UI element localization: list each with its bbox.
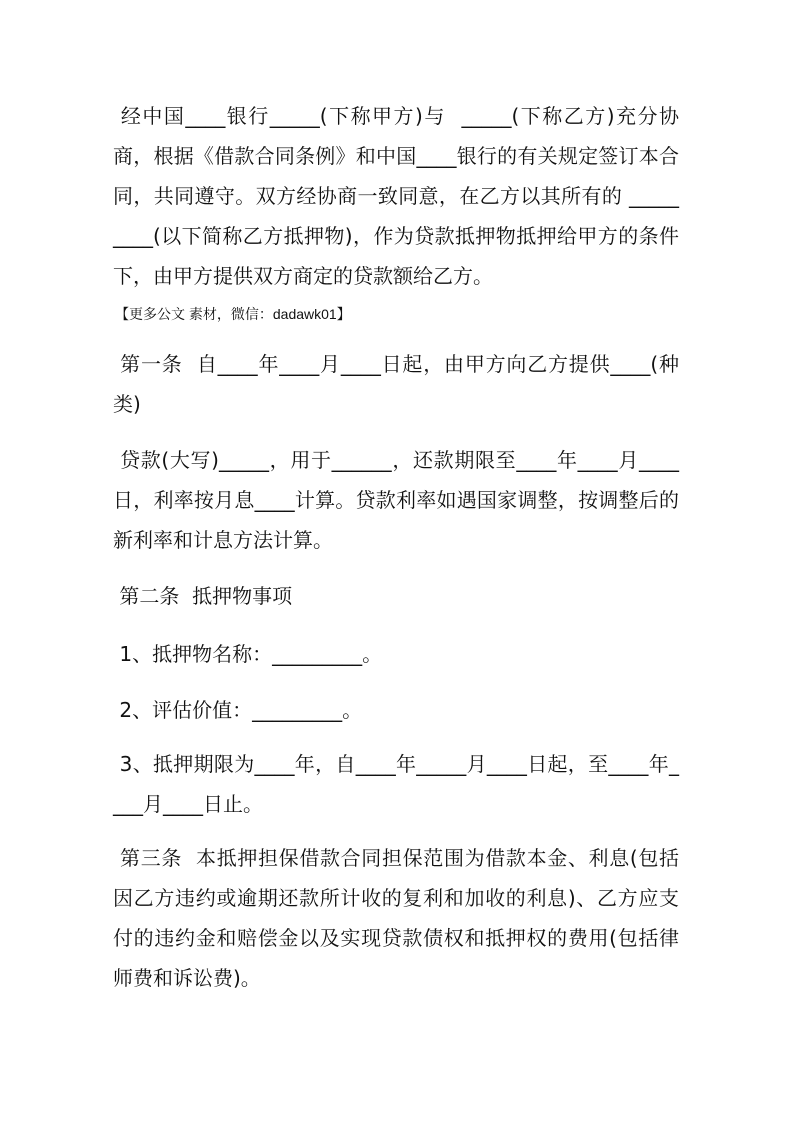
intro-paragraph: 经中国____银行_____(下称甲方)与 _____(下称乙方)充分协商，根据《借款合同条例》和中国____银行的有关规定签订本合同，共同遵守。双方经协商一致同意，在乙方以其所有的 _________(以下简称乙方抵押物)，作为贷款抵押物抵押给甲方的条件下，由甲方提供双方商定的贷款额给乙方。: [113, 104, 680, 288]
article-1: 第一条 自____年____月____日起，由甲方向乙方提供____(种类): [113, 352, 679, 416]
mortgage-term-item: 3、抵押期限为____年，自____年_____月____日起，至____年____月____日止。: [113, 752, 680, 816]
collateral-name-item: 1、抵押物名称：_________。: [113, 642, 383, 666]
article-2-title: 第二条 抵押物事项: [113, 584, 293, 608]
loan-terms-paragraph: 贷款(大写)_____，用于______，还款期限至____年____月____日，利率按月息____计算。贷款利率如遇国家调整，按调整后的新利率和计息方法计算。: [113, 448, 679, 552]
promo-note: 【更多公文 素材，微信：dadawk01】: [115, 306, 351, 322]
article-3: 第三条 本抵押担保借款合同担保范围为借款本金、利息(包括因乙方违约或逾期还款所计收的复利和加收的利息)、乙方应支付的违约金和赔偿金以及实现贷款债权和抵押权的费用(包括律师费和诉讼费)。: [113, 846, 679, 990]
valuation-item: 2、评估价值：_________。: [113, 698, 363, 722]
